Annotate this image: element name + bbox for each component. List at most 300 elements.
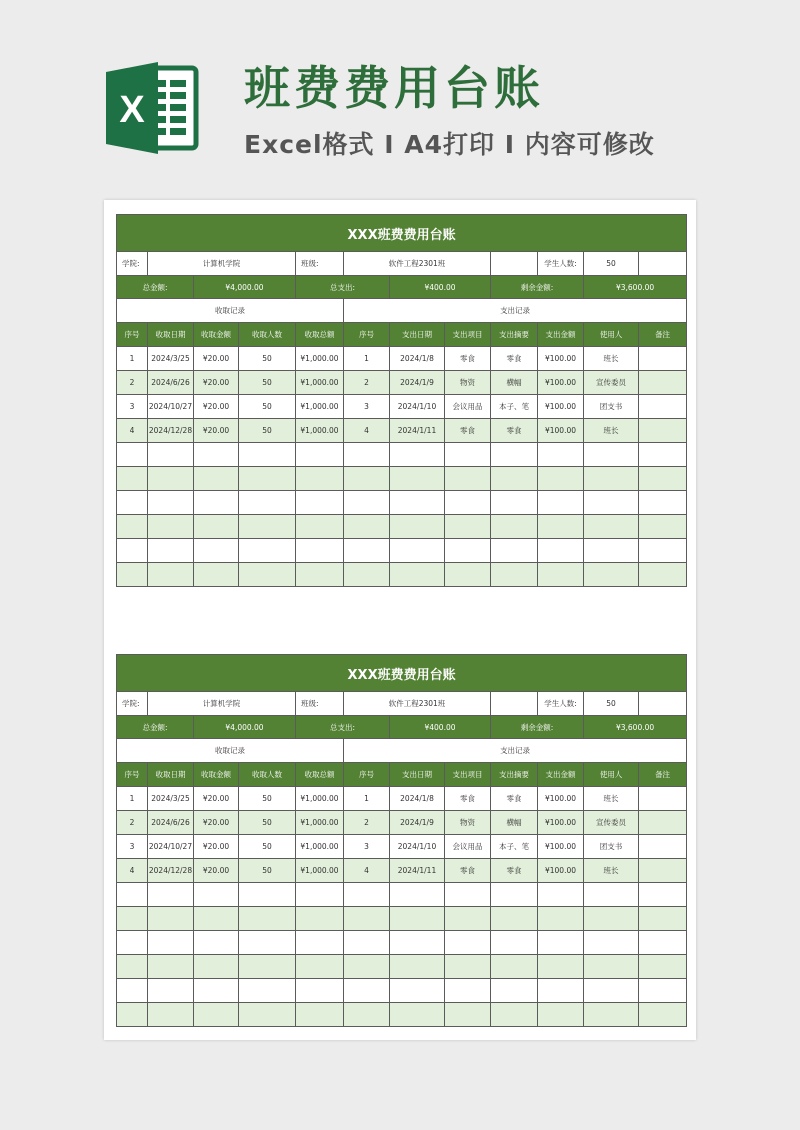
table-cell[interactable] xyxy=(344,515,390,539)
table-cell[interactable]: 2024/3/25 xyxy=(148,787,194,811)
table-cell[interactable] xyxy=(639,955,687,979)
table-cell[interactable] xyxy=(538,443,584,467)
table-cell[interactable]: 2 xyxy=(344,811,390,835)
college-value[interactable]: 计算机学院 xyxy=(148,252,296,276)
table-cell[interactable] xyxy=(148,883,194,907)
table-cell[interactable] xyxy=(148,907,194,931)
table-cell[interactable] xyxy=(117,931,148,955)
table-cell[interactable]: 50 xyxy=(239,787,296,811)
table-cell[interactable] xyxy=(117,883,148,907)
table-cell[interactable] xyxy=(584,515,639,539)
table-cell[interactable] xyxy=(639,539,687,563)
table-row xyxy=(117,1003,687,1027)
table-cell[interactable]: 零食 xyxy=(445,787,491,811)
table-cell[interactable] xyxy=(239,955,296,979)
table-cell[interactable] xyxy=(344,443,390,467)
column-header-expense-date: 支出日期 xyxy=(390,763,445,787)
table-cell[interactable] xyxy=(239,491,296,515)
table-cell[interactable] xyxy=(639,419,687,443)
table-cell[interactable]: ¥20.00 xyxy=(194,835,239,859)
table-cell[interactable] xyxy=(445,539,491,563)
column-header-remarks: 备注 xyxy=(639,763,687,787)
table-cell[interactable]: ¥100.00 xyxy=(538,347,584,371)
svg-text:X: X xyxy=(119,89,145,131)
column-header-expense-seq: 序号 xyxy=(344,323,390,347)
table-cell[interactable]: ¥100.00 xyxy=(538,811,584,835)
table-row xyxy=(117,419,687,443)
table-cell[interactable]: 50 xyxy=(239,419,296,443)
column-header-income-count: 收取人数 xyxy=(239,323,296,347)
table-row xyxy=(117,859,687,883)
table-cell[interactable] xyxy=(117,443,148,467)
table-row xyxy=(117,563,687,587)
table-cell[interactable] xyxy=(491,979,538,1003)
table-cell[interactable] xyxy=(148,955,194,979)
table-cell[interactable]: 2024/6/26 xyxy=(148,811,194,835)
blank-cell[interactable] xyxy=(639,692,687,716)
table-cell[interactable] xyxy=(639,515,687,539)
table-cell[interactable] xyxy=(296,931,344,955)
table-cell[interactable]: 1 xyxy=(344,787,390,811)
table-cell[interactable] xyxy=(538,979,584,1003)
table-row xyxy=(117,371,687,395)
column-header-row xyxy=(117,763,687,787)
table-cell[interactable] xyxy=(239,931,296,955)
column-header-expense-user: 使用人 xyxy=(584,763,639,787)
table-cell[interactable] xyxy=(445,563,491,587)
ledger-title: XXX班费费用台账 xyxy=(117,215,687,252)
table-cell[interactable] xyxy=(639,883,687,907)
table-cell[interactable] xyxy=(117,955,148,979)
table-cell[interactable] xyxy=(639,931,687,955)
table-cell[interactable]: 2024/1/10 xyxy=(390,395,445,419)
table-cell[interactable] xyxy=(117,563,148,587)
column-header-expense-item: 支出项目 xyxy=(445,763,491,787)
table-cell[interactable] xyxy=(491,931,538,955)
table-cell[interactable] xyxy=(344,907,390,931)
total-expense-label: 总支出: xyxy=(296,276,390,299)
table-cell[interactable] xyxy=(639,907,687,931)
table-cell[interactable] xyxy=(148,467,194,491)
table-cell[interactable]: 2024/12/28 xyxy=(148,859,194,883)
table-row xyxy=(117,515,687,539)
table-cell[interactable]: 班长 xyxy=(584,787,639,811)
table-cell[interactable] xyxy=(445,955,491,979)
table-cell[interactable] xyxy=(117,907,148,931)
table-cell[interactable] xyxy=(639,811,687,835)
table-cell[interactable]: ¥100.00 xyxy=(538,395,584,419)
table-cell[interactable] xyxy=(344,883,390,907)
table-cell[interactable]: 物资 xyxy=(445,811,491,835)
table-cell[interactable]: ¥1,000.00 xyxy=(296,347,344,371)
table-cell[interactable]: 班长 xyxy=(584,347,639,371)
table-cell[interactable]: 50 xyxy=(239,371,296,395)
expense-section-label: 支出记录 xyxy=(344,739,687,763)
table-cell[interactable] xyxy=(584,563,639,587)
table-cell[interactable] xyxy=(194,563,239,587)
students-value[interactable]: 50 xyxy=(584,692,639,716)
table-cell[interactable] xyxy=(194,443,239,467)
table-cell[interactable]: ¥100.00 xyxy=(538,787,584,811)
table-cell[interactable]: 2024/12/28 xyxy=(148,419,194,443)
table-cell[interactable] xyxy=(296,955,344,979)
table-cell[interactable] xyxy=(239,539,296,563)
table-cell[interactable] xyxy=(491,467,538,491)
table-cell[interactable] xyxy=(296,563,344,587)
total-expense-label: 总支出: xyxy=(296,716,390,739)
table-cell[interactable] xyxy=(491,563,538,587)
table-cell[interactable] xyxy=(296,467,344,491)
column-header-income-count: 收取人数 xyxy=(239,763,296,787)
table-row xyxy=(117,955,687,979)
table-cell[interactable] xyxy=(445,883,491,907)
table-cell[interactable] xyxy=(538,515,584,539)
table-cell[interactable] xyxy=(639,563,687,587)
table-cell[interactable] xyxy=(538,883,584,907)
table-cell[interactable]: 团支书 xyxy=(584,395,639,419)
table-cell[interactable]: 宣传委员 xyxy=(584,371,639,395)
table-cell[interactable]: ¥1,000.00 xyxy=(296,859,344,883)
table-cell[interactable] xyxy=(296,883,344,907)
table-cell[interactable]: 会议用品 xyxy=(445,395,491,419)
table-cell[interactable] xyxy=(194,955,239,979)
table-cell[interactable]: 3 xyxy=(344,835,390,859)
table-cell[interactable]: 2 xyxy=(117,371,148,395)
table-cell[interactable]: 2024/6/26 xyxy=(148,371,194,395)
table-cell[interactable] xyxy=(117,491,148,515)
table-cell[interactable]: 零食 xyxy=(445,347,491,371)
table-cell[interactable] xyxy=(445,1003,491,1027)
table-cell[interactable]: ¥20.00 xyxy=(194,811,239,835)
table-cell[interactable] xyxy=(148,1003,194,1027)
table-cell[interactable] xyxy=(584,443,639,467)
table-cell[interactable] xyxy=(390,931,445,955)
table-cell[interactable]: 2024/10/27 xyxy=(148,395,194,419)
table-cell[interactable]: ¥20.00 xyxy=(194,859,239,883)
table-cell[interactable] xyxy=(390,907,445,931)
table-cell[interactable]: 2024/1/11 xyxy=(390,419,445,443)
table-cell[interactable]: 4 xyxy=(117,859,148,883)
table-cell[interactable]: 横幅 xyxy=(491,811,538,835)
table-cell[interactable] xyxy=(538,931,584,955)
table-cell[interactable] xyxy=(344,467,390,491)
blank-cell[interactable] xyxy=(491,252,538,276)
table-cell[interactable] xyxy=(239,515,296,539)
class-value[interactable]: 软件工程2301班 xyxy=(344,252,491,276)
table-cell[interactable] xyxy=(584,883,639,907)
table-cell[interactable] xyxy=(639,443,687,467)
column-header-income-amount: 收取金额 xyxy=(194,763,239,787)
table-row xyxy=(117,443,687,467)
table-cell[interactable]: 零食 xyxy=(491,859,538,883)
table-cell[interactable]: 零食 xyxy=(491,347,538,371)
table-cell[interactable] xyxy=(584,1003,639,1027)
column-header-income-amount: 收取金额 xyxy=(194,323,239,347)
table-cell[interactable] xyxy=(194,931,239,955)
table-cell[interactable] xyxy=(538,539,584,563)
table-cell[interactable] xyxy=(194,907,239,931)
table-cell[interactable]: ¥20.00 xyxy=(194,419,239,443)
table-cell[interactable] xyxy=(639,835,687,859)
table-cell[interactable] xyxy=(239,883,296,907)
table-cell[interactable]: 团支书 xyxy=(584,835,639,859)
table-cell[interactable] xyxy=(639,491,687,515)
table-cell[interactable]: 横幅 xyxy=(491,371,538,395)
table-cell[interactable] xyxy=(296,443,344,467)
table-cell[interactable]: 物资 xyxy=(445,371,491,395)
table-cell[interactable]: 2024/1/10 xyxy=(390,835,445,859)
total-expense-value[interactable]: ¥400.00 xyxy=(390,276,491,299)
table-cell[interactable] xyxy=(148,563,194,587)
total-amount-label: 总金额: xyxy=(117,716,194,739)
table-cell[interactable] xyxy=(148,443,194,467)
table-cell[interactable] xyxy=(639,979,687,1003)
table-cell[interactable] xyxy=(296,491,344,515)
table-cell[interactable] xyxy=(148,491,194,515)
table-cell[interactable] xyxy=(639,371,687,395)
table-cell[interactable] xyxy=(584,931,639,955)
table-cell[interactable] xyxy=(491,515,538,539)
table-row xyxy=(117,931,687,955)
table-cell[interactable] xyxy=(445,979,491,1003)
table-cell[interactable] xyxy=(538,955,584,979)
table-cell[interactable] xyxy=(344,979,390,1003)
table-cell[interactable] xyxy=(538,907,584,931)
table-cell[interactable] xyxy=(390,883,445,907)
table-cell[interactable]: 班长 xyxy=(584,859,639,883)
table-cell[interactable] xyxy=(639,347,687,371)
table-cell[interactable]: ¥100.00 xyxy=(538,859,584,883)
table-cell[interactable] xyxy=(117,515,148,539)
table-cell[interactable] xyxy=(296,539,344,563)
table-row xyxy=(117,811,687,835)
table-cell[interactable] xyxy=(296,515,344,539)
table-cell[interactable] xyxy=(296,979,344,1003)
table-row xyxy=(117,979,687,1003)
table-cell[interactable] xyxy=(344,563,390,587)
table-cell[interactable] xyxy=(239,907,296,931)
balance-value[interactable]: ¥3,600.00 xyxy=(584,716,687,739)
class-value[interactable]: 软件工程2301班 xyxy=(344,692,491,716)
table-cell[interactable]: ¥20.00 xyxy=(194,787,239,811)
table-row xyxy=(117,395,687,419)
table-cell[interactable] xyxy=(491,1003,538,1027)
table-cell[interactable] xyxy=(491,539,538,563)
table-cell[interactable] xyxy=(390,979,445,1003)
table-cell[interactable] xyxy=(194,467,239,491)
table-cell[interactable]: 2024/10/27 xyxy=(148,835,194,859)
column-header-remarks: 备注 xyxy=(639,323,687,347)
table-cell[interactable] xyxy=(445,467,491,491)
table-cell[interactable]: ¥100.00 xyxy=(538,835,584,859)
table-cell[interactable] xyxy=(194,883,239,907)
table-cell[interactable]: 2024/1/8 xyxy=(390,347,445,371)
table-row xyxy=(117,787,687,811)
ledger-title: XXX班费费用台账 xyxy=(117,655,687,692)
table-cell[interactable] xyxy=(445,515,491,539)
column-header-expense-item: 支出项目 xyxy=(445,323,491,347)
table-cell[interactable] xyxy=(344,1003,390,1027)
table-cell[interactable] xyxy=(239,563,296,587)
table-cell[interactable] xyxy=(194,539,239,563)
blank-cell[interactable] xyxy=(639,252,687,276)
table-cell[interactable]: 4 xyxy=(344,859,390,883)
table-cell[interactable]: 零食 xyxy=(445,859,491,883)
total-amount-value[interactable]: ¥4,000.00 xyxy=(194,716,296,739)
table-cell[interactable] xyxy=(239,467,296,491)
college-label: 学院: xyxy=(117,252,148,276)
table-cell[interactable] xyxy=(445,491,491,515)
table-cell[interactable] xyxy=(445,443,491,467)
table-cell[interactable]: ¥20.00 xyxy=(194,395,239,419)
table-cell[interactable] xyxy=(344,539,390,563)
table-cell[interactable] xyxy=(491,443,538,467)
table-cell[interactable]: 1 xyxy=(117,347,148,371)
table-cell[interactable] xyxy=(148,515,194,539)
students-value[interactable]: 50 xyxy=(584,252,639,276)
table-cell[interactable]: 零食 xyxy=(491,419,538,443)
table-cell[interactable] xyxy=(639,859,687,883)
table-cell[interactable] xyxy=(491,883,538,907)
table-cell[interactable]: ¥20.00 xyxy=(194,347,239,371)
table-cell[interactable]: 4 xyxy=(117,419,148,443)
table-cell[interactable] xyxy=(117,1003,148,1027)
table-cell[interactable] xyxy=(239,1003,296,1027)
column-header-income-total: 收取总额 xyxy=(296,323,344,347)
table-cell[interactable]: 50 xyxy=(239,347,296,371)
table-cell[interactable]: 宣传委员 xyxy=(584,811,639,835)
table-cell[interactable]: 3 xyxy=(117,395,148,419)
table-cell[interactable]: 50 xyxy=(239,835,296,859)
table-cell[interactable] xyxy=(239,979,296,1003)
table-cell[interactable]: 零食 xyxy=(445,419,491,443)
table-cell[interactable] xyxy=(584,539,639,563)
table-cell[interactable]: 2 xyxy=(117,811,148,835)
table-cell[interactable] xyxy=(148,979,194,1003)
table-cell[interactable] xyxy=(538,467,584,491)
table-cell[interactable]: 1 xyxy=(117,787,148,811)
table-cell[interactable]: ¥1,000.00 xyxy=(296,395,344,419)
table-cell[interactable] xyxy=(390,563,445,587)
table-cell[interactable]: ¥1,000.00 xyxy=(296,371,344,395)
table-cell[interactable] xyxy=(194,515,239,539)
table-cell[interactable]: 会议用品 xyxy=(445,835,491,859)
table-cell[interactable]: ¥1,000.00 xyxy=(296,811,344,835)
balance-label: 剩余金额: xyxy=(491,716,584,739)
table-cell[interactable] xyxy=(584,907,639,931)
table-cell[interactable] xyxy=(148,931,194,955)
table-cell[interactable] xyxy=(390,1003,445,1027)
table-cell[interactable] xyxy=(584,955,639,979)
table-cell[interactable]: 50 xyxy=(239,395,296,419)
table-cell[interactable]: 50 xyxy=(239,859,296,883)
table-cell[interactable] xyxy=(639,395,687,419)
table-cell[interactable]: 3 xyxy=(344,395,390,419)
table-cell[interactable] xyxy=(390,515,445,539)
table-cell[interactable]: 50 xyxy=(239,811,296,835)
table-cell[interactable]: 2024/1/9 xyxy=(390,371,445,395)
college-label: 学院: xyxy=(117,692,148,716)
column-header-expense-date: 支出日期 xyxy=(390,323,445,347)
table-cell[interactable] xyxy=(390,539,445,563)
table-cell[interactable] xyxy=(639,787,687,811)
table-cell[interactable] xyxy=(491,491,538,515)
table-cell[interactable] xyxy=(390,491,445,515)
table-cell[interactable]: 2024/3/25 xyxy=(148,347,194,371)
table-cell[interactable] xyxy=(390,955,445,979)
table-cell[interactable] xyxy=(584,979,639,1003)
table-cell[interactable] xyxy=(538,1003,584,1027)
table-cell[interactable] xyxy=(584,467,639,491)
table-cell[interactable] xyxy=(194,1003,239,1027)
balance-value[interactable]: ¥3,600.00 xyxy=(584,276,687,299)
table-cell[interactable] xyxy=(344,491,390,515)
table-cell[interactable]: ¥1,000.00 xyxy=(296,835,344,859)
table-cell[interactable] xyxy=(296,1003,344,1027)
students-label: 学生人数: xyxy=(538,692,584,716)
total-expense-value[interactable]: ¥400.00 xyxy=(390,716,491,739)
page-subtitle: Excel格式 I A4打印 I 内容可修改 xyxy=(244,130,655,159)
table-cell[interactable]: 零食 xyxy=(491,787,538,811)
table-cell[interactable]: 4 xyxy=(344,419,390,443)
table-cell[interactable]: 本子、笔 xyxy=(491,395,538,419)
table-cell[interactable] xyxy=(117,467,148,491)
table-cell[interactable] xyxy=(390,467,445,491)
table-cell[interactable] xyxy=(491,955,538,979)
column-header-expense-summary: 支出摘要 xyxy=(491,323,538,347)
column-header-expense-amount: 支出金额 xyxy=(538,323,584,347)
table-cell[interactable]: ¥1,000.00 xyxy=(296,419,344,443)
table-cell[interactable] xyxy=(639,1003,687,1027)
total-amount-value[interactable]: ¥4,000.00 xyxy=(194,276,296,299)
table-cell[interactable] xyxy=(194,979,239,1003)
table-cell[interactable] xyxy=(148,539,194,563)
table-cell[interactable]: 1 xyxy=(344,347,390,371)
table-cell[interactable]: ¥20.00 xyxy=(194,371,239,395)
table-cell[interactable]: 2 xyxy=(344,371,390,395)
print-sheet xyxy=(104,200,696,1040)
table-cell[interactable] xyxy=(390,443,445,467)
blank-cell[interactable] xyxy=(491,692,538,716)
column-header-expense-seq: 序号 xyxy=(344,763,390,787)
table-cell[interactable]: 本子、笔 xyxy=(491,835,538,859)
table-cell[interactable] xyxy=(117,539,148,563)
table-cell[interactable]: 班长 xyxy=(584,419,639,443)
table-cell[interactable] xyxy=(117,979,148,1003)
table-cell[interactable] xyxy=(584,491,639,515)
table-cell[interactable] xyxy=(239,443,296,467)
table-cell[interactable]: 3 xyxy=(117,835,148,859)
college-value[interactable]: 计算机学院 xyxy=(148,692,296,716)
table-cell[interactable] xyxy=(538,563,584,587)
table-cell[interactable] xyxy=(639,467,687,491)
table-cell[interactable]: ¥100.00 xyxy=(538,419,584,443)
table-cell[interactable] xyxy=(491,907,538,931)
table-cell[interactable] xyxy=(194,491,239,515)
table-cell[interactable] xyxy=(445,931,491,955)
table-cell[interactable]: 2024/1/9 xyxy=(390,811,445,835)
table-cell[interactable] xyxy=(296,907,344,931)
table-cell[interactable]: 2024/1/8 xyxy=(390,787,445,811)
table-cell[interactable] xyxy=(445,907,491,931)
table-cell[interactable] xyxy=(538,491,584,515)
table-cell[interactable]: ¥1,000.00 xyxy=(296,787,344,811)
table-cell[interactable] xyxy=(344,955,390,979)
table-cell[interactable]: ¥100.00 xyxy=(538,371,584,395)
column-header-expense-user: 使用人 xyxy=(584,323,639,347)
table-cell[interactable]: 2024/1/11 xyxy=(390,859,445,883)
table-cell[interactable] xyxy=(344,931,390,955)
